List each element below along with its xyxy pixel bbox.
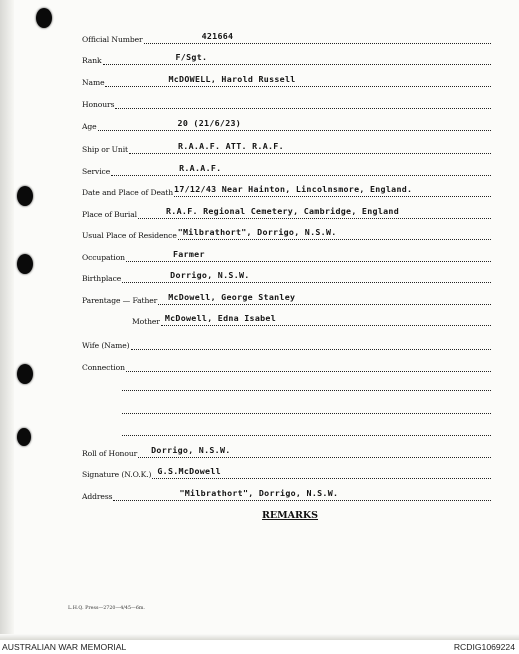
roll-of-honour-label: Roll of Honour <box>82 449 138 458</box>
unit-label: Ship or Unit <box>82 145 128 154</box>
punch-hole <box>17 364 33 384</box>
death-row <box>82 183 491 197</box>
connection-line <box>122 403 491 414</box>
signature-row <box>82 465 491 479</box>
wife-label: Wife (Name) <box>82 341 130 350</box>
mother-row <box>132 312 491 326</box>
death-label: Date and Place of Death <box>82 188 174 197</box>
mother-label: Mother <box>132 317 160 326</box>
burial-label: Place of Burial <box>82 210 138 219</box>
signature-label: Signature (N.O.K.) <box>82 470 152 479</box>
record-id: RCDIG1069224 <box>453 642 515 652</box>
connection-label: Connection <box>82 363 125 372</box>
age-row <box>82 117 491 131</box>
father-label: Parentage — Father <box>82 296 158 305</box>
connection-line <box>122 380 491 391</box>
service-row <box>82 162 491 176</box>
age-label: Age <box>82 122 97 131</box>
residence-value: "Milbrathort", Dorrigo, N.S.W. <box>177 227 337 237</box>
punch-hole <box>36 8 52 28</box>
death-value: 17/12/43 Near Hainton, Lincolnsmore, England. <box>174 184 413 194</box>
burial-row <box>82 205 491 219</box>
residence-label: Usual Place of Residence <box>82 231 177 240</box>
unit-row <box>82 140 491 154</box>
connection-row <box>82 358 491 372</box>
mother-value: McDowell, Edna Isabel <box>164 313 277 323</box>
roll-of-honour-value: Dorrigo, N.S.W. <box>151 445 231 455</box>
name-value: McDOWELL, Harold Russell <box>168 74 296 84</box>
unit-value: R.A.A.F. ATT. R.A.F. <box>177 141 284 151</box>
remarks-heading: REMARKS <box>262 510 319 521</box>
name-row <box>82 73 491 87</box>
signature-value: G.S.McDowell <box>157 466 221 476</box>
service-value: R.A.A.F. <box>179 163 222 173</box>
name-label: Name <box>82 78 105 87</box>
roll-of-honour-row <box>82 444 491 458</box>
rank-value: F/Sgt. <box>175 52 208 62</box>
address-value: "Milbrathort", Dorrigo, N.S.W. <box>179 488 339 498</box>
punch-hole <box>17 186 33 206</box>
printer-imprint: L.H.Q. Press—2720—4/45—6m. <box>68 606 145 611</box>
occupation-row <box>82 248 491 262</box>
connection-line <box>122 425 491 436</box>
birthplace-value: Dorrigo, N.S.W. <box>170 270 250 280</box>
official-number-row <box>82 30 491 44</box>
burial-value: R.A.F. Regional Cemetery, Cambridge, England <box>166 206 400 216</box>
occupation-label: Occupation <box>82 253 125 262</box>
age-value: 20 (21/6/23) <box>177 118 242 128</box>
honours-row <box>82 95 491 109</box>
address-label: Address <box>82 492 113 501</box>
punch-hole <box>17 254 33 274</box>
service-label: Service <box>82 167 111 176</box>
address-row <box>82 487 491 501</box>
rank-label: Rank <box>82 56 102 65</box>
page-edge <box>0 0 14 640</box>
honours-label: Honours <box>82 100 115 109</box>
official-number-value: 421664 <box>201 31 234 41</box>
residence-row <box>82 226 491 240</box>
occupation-value: Farmer <box>172 249 205 259</box>
birthplace-row <box>82 269 491 283</box>
official-number-label: Official Number <box>82 35 143 44</box>
father-value: McDowell, George Stanley <box>168 292 296 302</box>
rank-row <box>82 51 491 65</box>
archive-name: AUSTRALIAN WAR MEMORIAL <box>2 642 127 652</box>
punch-hole <box>17 428 31 446</box>
archive-footer <box>0 640 519 654</box>
wife-row <box>82 336 491 350</box>
father-row <box>82 291 491 305</box>
birthplace-label: Birthplace <box>82 274 122 283</box>
